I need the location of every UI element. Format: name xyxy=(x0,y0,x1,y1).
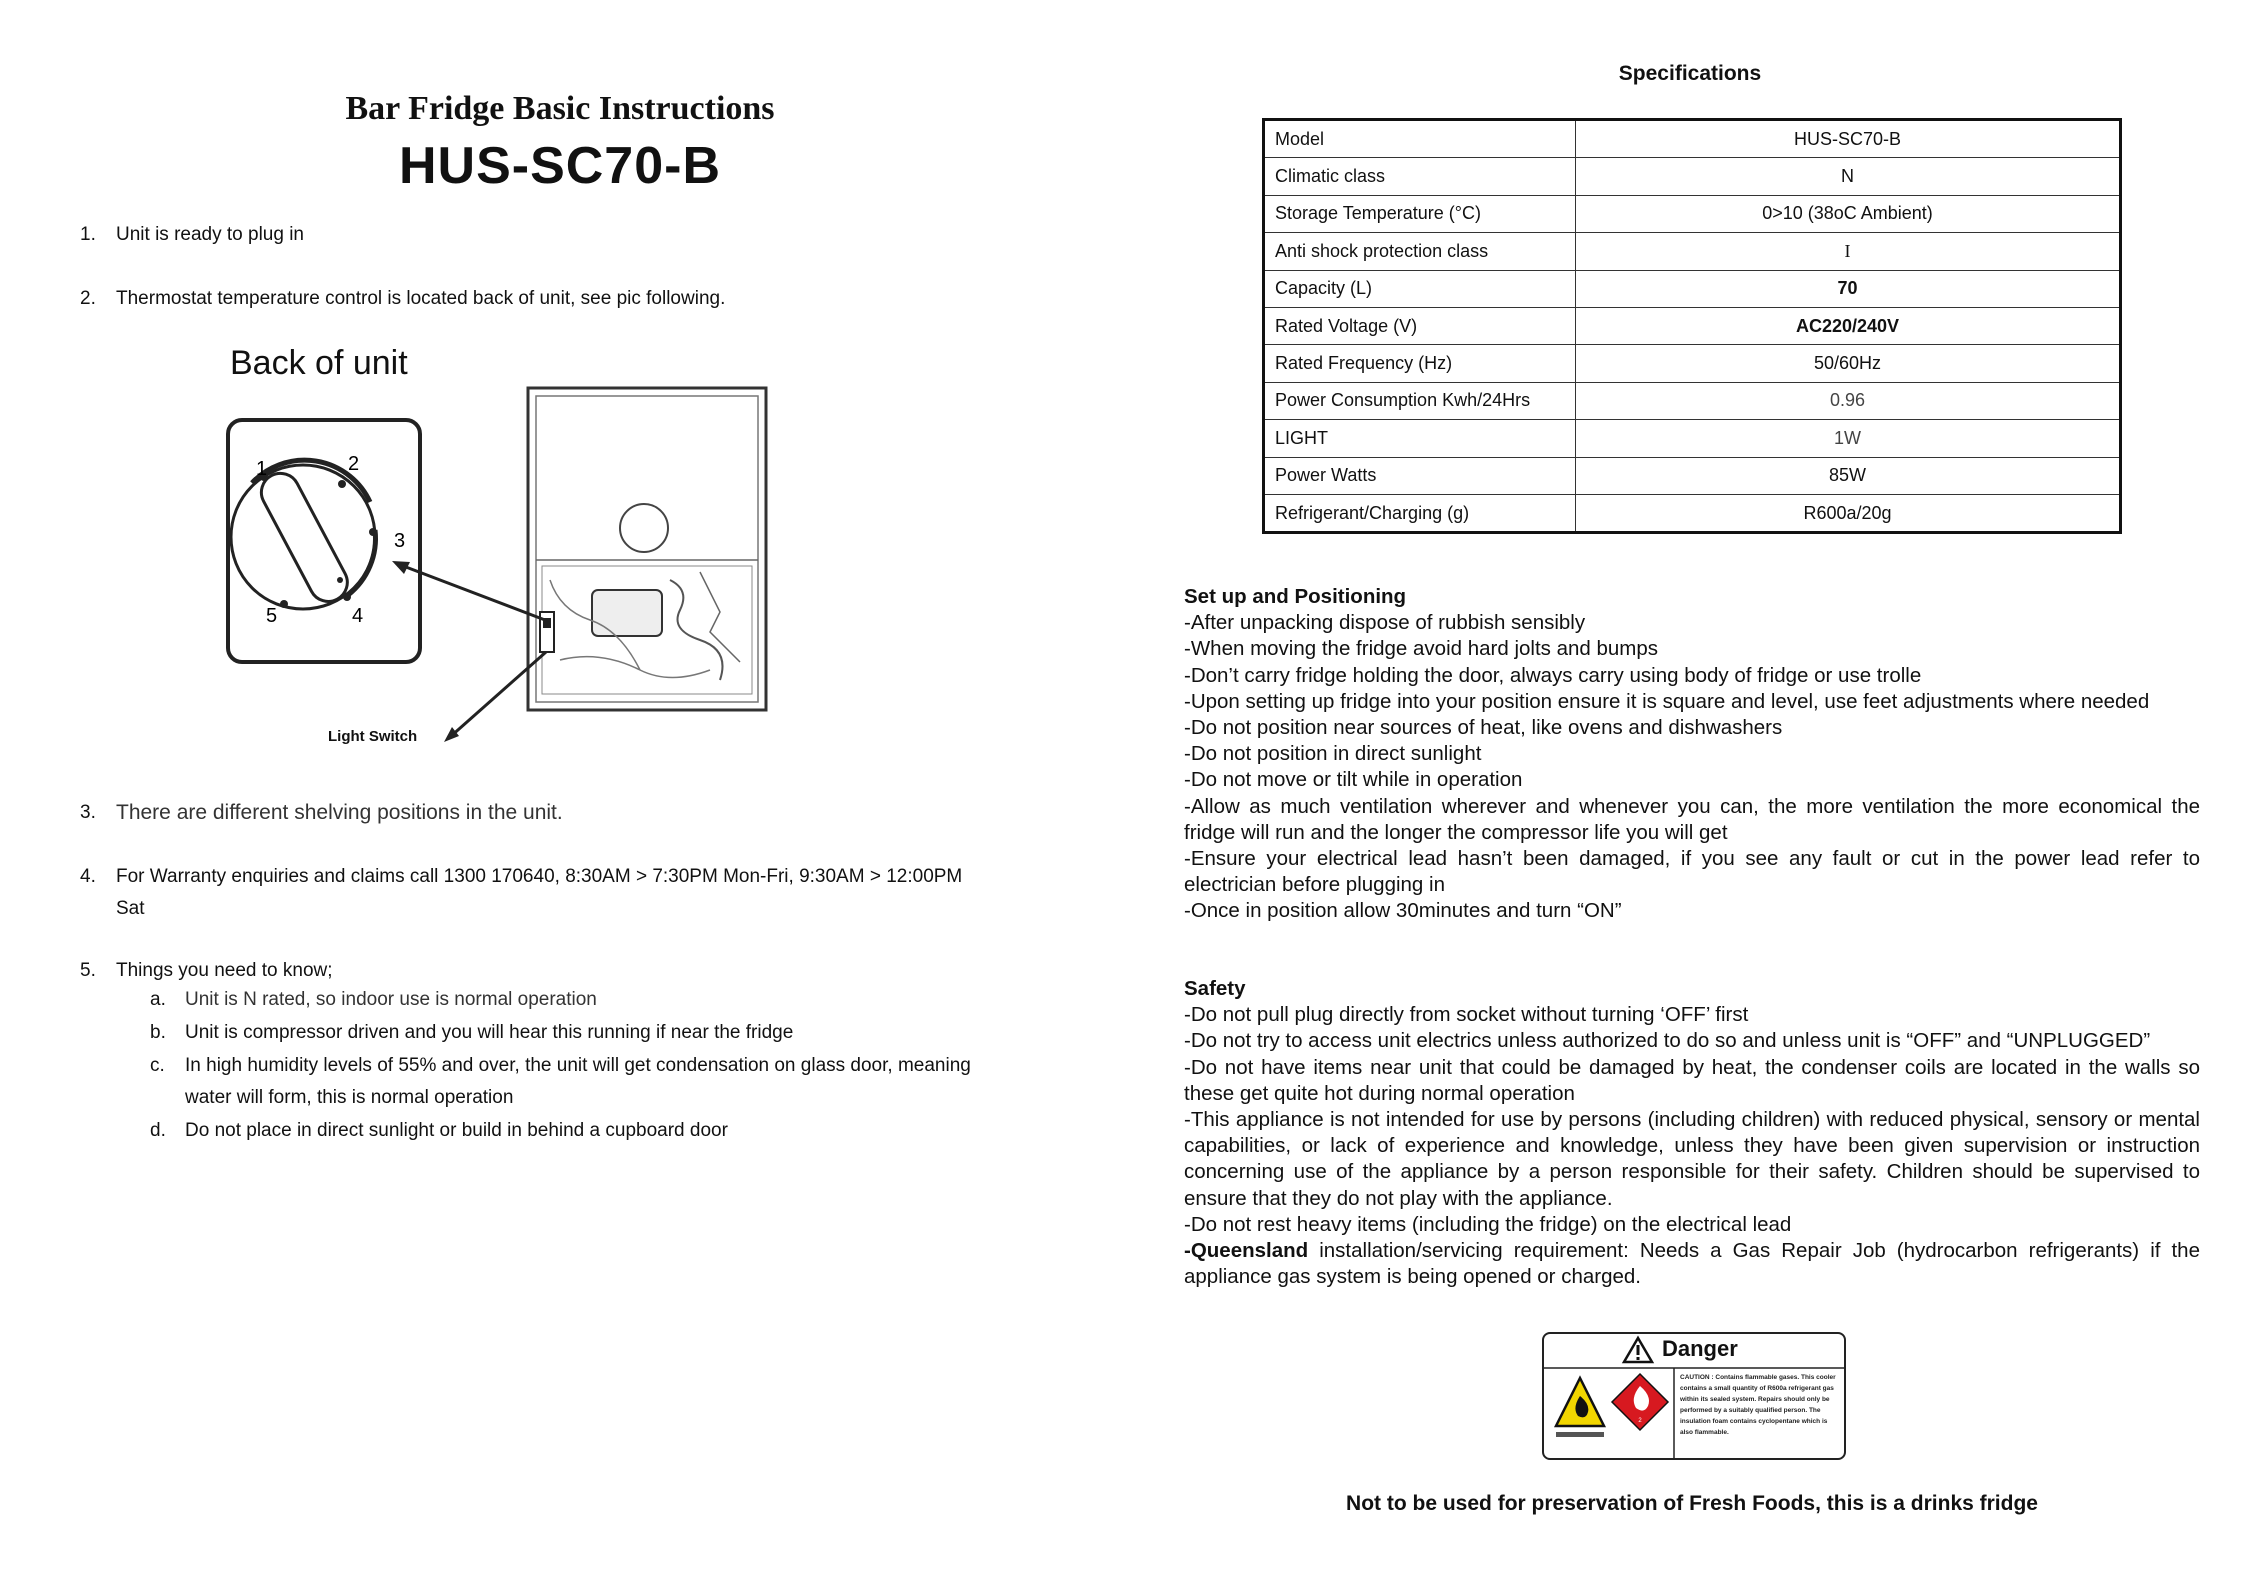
item-text: There are different shelving positions in the unit. xyxy=(116,801,563,824)
spec-value: N xyxy=(1576,158,2121,195)
setup-line: -Allow as much ventilation wherever and whenever you can, the more ventilation the more economical the fridge will run and the longer the compressor life you will get xyxy=(1184,794,2200,844)
spec-value: AC220/240V xyxy=(1576,307,2121,344)
item-number: 4. xyxy=(80,866,96,887)
spec-key: Model xyxy=(1264,120,1576,158)
spec-key: Climatic class xyxy=(1264,158,1576,195)
spec-key: Rated Voltage (V) xyxy=(1264,307,1576,344)
item-text: Sat xyxy=(116,898,145,919)
safety-line: -Do not pull plug directly from socket without turning ‘OFF’ first xyxy=(1184,1003,1749,1027)
sub-item-text: Do not place in direct sunlight or build in behind a cupboard door xyxy=(185,1120,728,1141)
sub-item-letter: d. xyxy=(150,1120,166,1141)
dial-number: 4 xyxy=(352,605,364,627)
item-number: 5. xyxy=(80,960,96,981)
spec-value: 50/60Hz xyxy=(1576,345,2121,382)
safety-section xyxy=(1184,976,2200,1290)
spec-key: LIGHT xyxy=(1264,420,1576,457)
dial-number: 2 xyxy=(348,453,360,475)
table-row xyxy=(1264,494,2121,532)
table-row xyxy=(1264,307,2121,344)
item-text: For Warranty enquiries and claims call 1300 170640, 8:30AM > 7:30PM Mon-Fri, 9:30AM > 12:00PM xyxy=(116,866,963,887)
specifications-table xyxy=(1262,118,2122,534)
sub-item-letter: c. xyxy=(150,1055,165,1076)
table-row xyxy=(1264,457,2121,494)
safety-line: -This appliance is not intended for use by persons (including children) with reduced physical, sensory or mental capabilities, or lack of experience and knowledge, unless they have been given supervision or instruction concerning use of the appliance by a person responsible for their safety. Children should be supervised to ensure that they do not play with the appliance. xyxy=(1184,1108,2200,1210)
sub-item-text: In high humidity levels of 55% and over, the unit will get condensation on glass door, meaning xyxy=(185,1055,971,1076)
item-text: Things you need to know; xyxy=(116,960,333,981)
specifications-title: Specifications xyxy=(1618,62,1762,85)
spec-value: 0.96 xyxy=(1576,382,2121,419)
spec-value: HUS-SC70-B xyxy=(1576,120,2121,158)
table-row xyxy=(1264,345,2121,382)
spec-key: Refrigerant/Charging (g) xyxy=(1264,494,1576,532)
fridge-back-sketch xyxy=(528,388,766,710)
sub-item-text: Unit is N rated, so indoor use is normal operation xyxy=(185,989,597,1010)
item-number: 1. xyxy=(80,224,96,245)
spec-key: Rated Frequency (Hz) xyxy=(1264,345,1576,382)
spec-value: 1W xyxy=(1576,420,2121,457)
document-title: Bar Fridge Basic Instructions xyxy=(345,90,775,127)
light-switch-label: Light Switch xyxy=(328,728,418,745)
setup-line: -Upon setting up fridge into your position ensure it is square and level, use feet adjustments where needed xyxy=(1184,689,2150,713)
flammable-warning-icon xyxy=(1556,1378,1604,1437)
item-number: 3. xyxy=(80,802,96,823)
back-of-unit-label: Back of unit xyxy=(230,344,408,382)
table-row xyxy=(1264,382,2121,419)
sub-item-text: Unit is compressor driven and you will hear this running if near the fridge xyxy=(185,1022,794,1043)
table-row xyxy=(1264,158,2121,195)
spec-value: 70 xyxy=(1576,270,2121,307)
safety-line: -Do not rest heavy items (including the fridge) on the electrical lead xyxy=(1184,1212,1792,1236)
dial-number: 3 xyxy=(394,530,406,552)
setup-line: -Once in position allow 30minutes and turn “ON” xyxy=(1184,899,1622,923)
section-heading: Safety xyxy=(1184,977,1246,1000)
setup-line: -Ensure your electrical lead hasn’t been damaged, if you see any fault or cut in the power lead refer to electrician before plugging in xyxy=(1184,847,2200,897)
danger-title: Danger xyxy=(1662,1336,1738,1361)
table-row xyxy=(1264,420,2121,457)
spec-key: Power Consumption Kwh/24Hrs xyxy=(1264,382,1576,419)
sub-item-letter: b. xyxy=(150,1022,166,1043)
queensland-text: installation/servicing requirement: Needs a Gas Repair Job (hydrocarbon refrigerants) if the appliance gas system is being opened or charged. xyxy=(1184,1239,2200,1289)
spec-value: 0>10 (38oC Ambient) xyxy=(1576,195,2121,232)
model-heading: HUS-SC70-B xyxy=(398,137,722,195)
item-text: Unit is ready to plug in xyxy=(116,224,304,245)
setup-line: -Do not position in direct sunlight xyxy=(1184,742,1482,766)
safety-line: -Do not have items near unit that could be damaged by heat, the condenser coils are located in the walls so these get quite hot during normal operation xyxy=(1184,1055,2200,1105)
spec-key: Capacity (L) xyxy=(1264,270,1576,307)
dial-number: 5 xyxy=(266,605,278,627)
safety-line: -Do not try to access unit electrics unless authorized to do so and unless unit is “OFF” and “UNPLUGGED” xyxy=(1184,1029,2151,1053)
setup-line: -Do not position near sources of heat, like ovens and dishwashers xyxy=(1184,716,1783,740)
table-row xyxy=(1264,120,2121,158)
sub-item-text: water will form, this is normal operation xyxy=(185,1087,514,1108)
table-row xyxy=(1264,195,2121,232)
svg-text:2: 2 xyxy=(1638,1418,1642,1424)
flammable-gas-diamond-icon xyxy=(1612,1374,1668,1430)
safety-line xyxy=(1184,1238,2200,1290)
dial-number: 1 xyxy=(256,458,268,480)
setup-section xyxy=(1184,584,2200,925)
setup-line: -Don’t carry fridge holding the door, always carry using body of fridge or use trolle xyxy=(1184,663,1922,687)
spec-key: Anti shock protection class xyxy=(1264,233,1576,270)
section-heading: Set up and Positioning xyxy=(1184,585,1407,608)
spec-value: R600a/20g xyxy=(1576,494,2121,532)
spec-key: Storage Temperature (°C) xyxy=(1264,195,1576,232)
spec-value: 85W xyxy=(1576,457,2121,494)
footer-note: Not to be used for preservation of Fresh Foods, this is a drinks fridge xyxy=(1346,1492,2038,1515)
danger-label xyxy=(1542,1332,1846,1460)
table-row xyxy=(1264,233,2121,270)
setup-line: -Do not move or tilt while in operation xyxy=(1184,768,1523,792)
spec-key: Power Watts xyxy=(1264,457,1576,494)
table-row xyxy=(1264,270,2121,307)
setup-line: -When moving the fridge avoid hard jolts and bumps xyxy=(1184,637,1659,661)
setup-line: -After unpacking dispose of rubbish sensibly xyxy=(1184,611,1586,635)
caution-text: CAUTION : Contains flammable gases. This cooler contains a small quantity of R600a refrigerant gas within its sealed system. Repairs should only be performed by a suitably qualified person. The insulation foam contains cyclopentane which is also flammable. xyxy=(1680,1374,1836,1436)
item-number: 2. xyxy=(80,288,96,309)
queensland-label: -Queensland xyxy=(1184,1239,1309,1263)
thermostat-diagram xyxy=(200,380,800,760)
sub-item-letter: a. xyxy=(150,989,166,1010)
spec-value: I xyxy=(1576,233,2121,270)
item-text: Thermostat temperature control is located back of unit, see pic following. xyxy=(116,288,726,309)
